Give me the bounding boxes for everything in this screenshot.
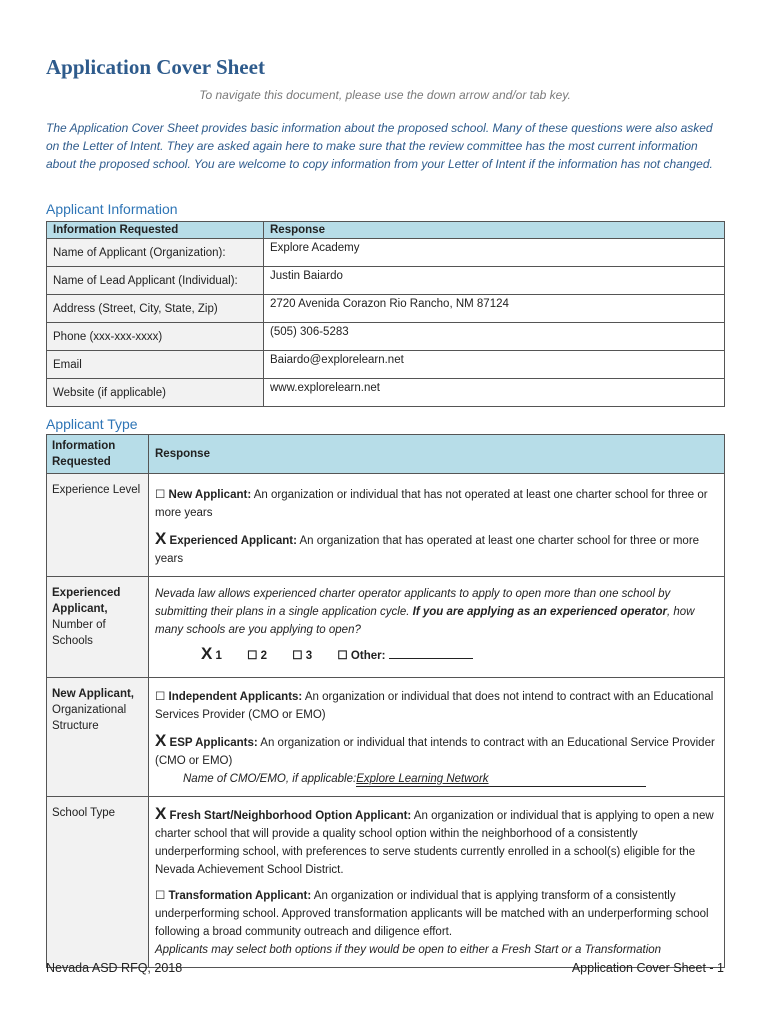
table-row [47, 267, 725, 295]
footer-right: Application Cover Sheet - 1 [571, 961, 724, 975]
checkbox-checked[interactable]: X [155, 731, 167, 750]
navigation-hint: To navigate this document, please use the down arrow and/or tab key. [199, 88, 571, 102]
option-label: 3 [305, 650, 313, 662]
option-title: Fresh Start/Neighborhood Option Applicant: [169, 810, 412, 822]
field-label: School Type [47, 797, 149, 968]
option-new-applicant[interactable] [155, 486, 718, 522]
table-row [47, 474, 725, 577]
field-label: Number of Schools [52, 619, 106, 647]
field-label: Address (Street, City, State, Zip) [47, 295, 264, 323]
page-title: Application Cover Sheet [46, 55, 265, 79]
option-transformation[interactable] [155, 887, 718, 941]
field-label: Email [47, 351, 264, 379]
field-label-bold: Experienced Applicant, [52, 587, 121, 615]
table-row [47, 797, 725, 968]
checkbox-checked[interactable]: X [201, 644, 213, 663]
option-desc: An organization or individual that intends to contract with an Educational Service Provider (CMO or EMO) [155, 737, 715, 767]
option-desc: An organization that has operated at least one charter school for three or more years [155, 535, 700, 565]
footer-left: Nevada ASD RFQ, 2018 [46, 961, 183, 975]
checkbox-checked[interactable]: X [155, 804, 167, 823]
option-title: Transformation Applicant: [168, 890, 312, 902]
option-title: Independent Applicants: [168, 691, 303, 703]
table-row [47, 239, 725, 267]
option-title: Experienced Applicant: [169, 535, 297, 547]
field-value[interactable]: Baiardo@explorelearn.net [264, 351, 725, 379]
table-row [47, 678, 725, 797]
field-label: Organizational Structure [52, 704, 127, 732]
other-input[interactable] [389, 658, 473, 659]
applicant-information-heading: Applicant Information [46, 201, 178, 217]
question-bold: If you are applying as an experienced operator [412, 606, 667, 618]
table-row [47, 351, 725, 379]
question-text: , how many schools are you applying to open? [155, 606, 695, 636]
checkbox-unchecked[interactable]: ☐ [155, 890, 166, 902]
field-label-bold: New Applicant, [52, 688, 134, 700]
option-fresh-start[interactable] [155, 805, 718, 879]
intro-text: The Application Cover Sheet provides basic information about the proposed school. Many of these questions were also asked on the Letter of Intent. They are asked again here to make sure that the review committee has the most current information about the proposed school. You are welcome to copy information from your Letter of Intent if the information has not changed. [46, 121, 713, 171]
column-header: Response [264, 222, 725, 239]
field-value[interactable]: 2720 Avenida Corazon Rio Rancho, NM 87124 [264, 295, 725, 323]
option-desc: An organization or individual that is applying transform of a consistently underperforming school. Approved transformation applicants will be matched with an underperforming school following a broad community outreach and diligence effort. [155, 890, 709, 938]
option-title: New Applicant: [168, 489, 252, 501]
field-label: Website (if applicable) [47, 379, 264, 407]
option-independent[interactable] [155, 688, 718, 724]
checkbox-unchecked[interactable]: ☐ [337, 650, 348, 662]
option-desc: An organization or individual that does not intend to contract with an Educational Services Provider (CMO or EMO) [155, 691, 714, 721]
column-header: Information Requested [47, 435, 149, 474]
field-label: Phone (xxx-xxx-xxxx) [47, 323, 264, 351]
option-other[interactable] [337, 650, 472, 662]
table-row [47, 323, 725, 351]
option-3[interactable] [292, 650, 312, 662]
field-value[interactable]: Justin Baiardo [264, 267, 725, 295]
field-value[interactable]: (505) 306-5283 [264, 323, 725, 351]
checkbox-unchecked[interactable]: ☐ [155, 489, 166, 501]
option-title: ESP Applicants: [169, 737, 258, 749]
column-header: Response [149, 435, 725, 474]
option-1[interactable] [201, 644, 222, 663]
option-experienced-applicant[interactable] [155, 530, 718, 568]
checkbox-unchecked[interactable]: ☐ [292, 650, 303, 662]
field-value[interactable]: Explore Academy [264, 239, 725, 267]
option-esp[interactable] [155, 732, 718, 770]
checkbox-unchecked[interactable]: ☐ [247, 650, 258, 662]
table-row [47, 379, 725, 407]
option-desc: An organization or individual that is applying to open a new charter school that will provide a quality school option within the neighborhood of a consistently underperforming school, with preferences to serve students currently enrolled in a school(s) eligible for the Nevada Achievement School District. [155, 810, 714, 876]
option-label: Other: [350, 650, 386, 662]
applicant-type-heading: Applicant Type [46, 416, 138, 432]
table-row [47, 577, 725, 678]
applicant-information-table [46, 221, 725, 407]
field-value[interactable]: www.explorelearn.net [264, 379, 725, 407]
option-desc: An organization or individual that has not operated at least one charter school for three or more years [155, 489, 708, 519]
table-row [47, 295, 725, 323]
field-label: Experience Level [47, 474, 149, 577]
checkbox-checked[interactable]: X [155, 529, 167, 548]
school-type-note: Applicants may select both options if they would be open to either a Fresh Start or a Transformation [155, 944, 662, 956]
option-2[interactable] [247, 650, 267, 662]
cmo-label: Name of CMO/EMO, if applicable: [183, 773, 357, 785]
option-label: 2 [260, 650, 268, 662]
checkbox-unchecked[interactable]: ☐ [155, 691, 166, 703]
cmo-input[interactable]: Explore Learning Network [356, 772, 646, 787]
field-label: Name of Lead Applicant (Individual): [47, 267, 264, 295]
field-label: Name of Applicant (Organization): [47, 239, 264, 267]
option-label: 1 [215, 650, 222, 662]
applicant-type-table [46, 434, 725, 968]
column-header: Information Requested [47, 222, 264, 239]
question-text: Nevada law allows experienced charter operator applicants to apply to open more than one school by submitting their plans in a single application cycle. [155, 588, 671, 618]
